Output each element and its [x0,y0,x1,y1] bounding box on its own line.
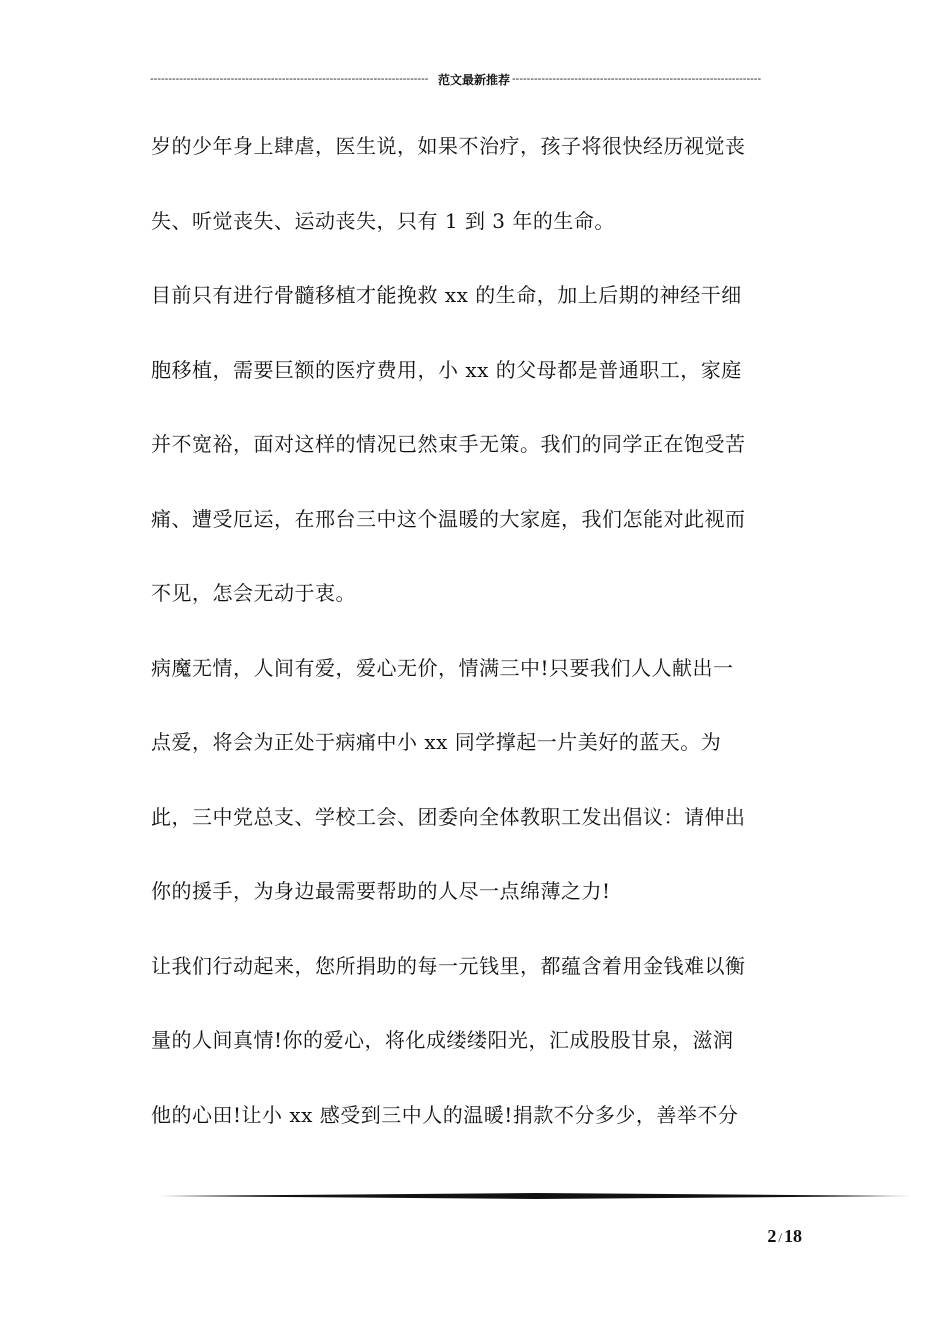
page-current: 2 [767,1226,777,1246]
footer-divider [160,1192,912,1200]
text-line: 目前只有进行骨髓移植才能挽救 xx 的生命，加上后期的神经干细 [151,283,742,307]
header-title: 范文最新推荐 [438,72,511,87]
text-line: 病魔无情，人间有爱，爱心无价，情满三中!只要我们人人献出一 [151,655,734,680]
text-line: 让我们行动起来，您所捐助的每一元钱里，都蕴含着用金钱难以衡 [151,953,746,978]
header-dashes-right: -------------------------------------------------------------------- [512,73,762,85]
text-line: 不见，怎会无动于衷。 [151,581,356,605]
text-line: 痛、遭受厄运，在邢台三中这个温暖的大家庭，我们怎能对此视而 [151,506,746,531]
text-line: 你的援手，为身边最需要帮助的人尽一点绵薄之力! [151,879,611,903]
text-line: 岁的少年身上肆虐，医生说，如果不治疗，孩子将很快经历视觉丧 [151,134,746,158]
text-line: 并不宽裕，面对这样的情况已然束手无策。我们的同学正在饱受苦 [151,432,746,456]
page-header [150,68,798,90]
document-body [151,124,811,1167]
page-total: 18 [784,1226,802,1246]
page-separator: / [778,1230,782,1245]
text-line: 胞移植，需要巨额的医疗费用，小 xx 的父母都是普通职工，家庭 [151,357,742,382]
text-line: 此，三中党总支、学校工会、团委向全体教职工发出倡议：请伸出 [151,804,746,829]
text-line: 失、听觉丧失、运动丧失，只有 1 到 3 年的生命。 [151,208,615,233]
text-line: 点爱，将会为正处于病痛中小 xx 同学撑起一片美好的蓝天。为 [151,730,722,754]
text-line: 他的心田!让小 xx 感受到三中人的温暖!捐款不分多少，善举不分 [151,1102,739,1127]
page-number [720,1226,802,1247]
text-line: 量的人间真情!你的爱心，将化成缕缕阳光，汇成股股甘泉，滋润 [151,1028,734,1052]
header-dashes-left: ---------------------------------------------------------------------------- [150,73,429,85]
